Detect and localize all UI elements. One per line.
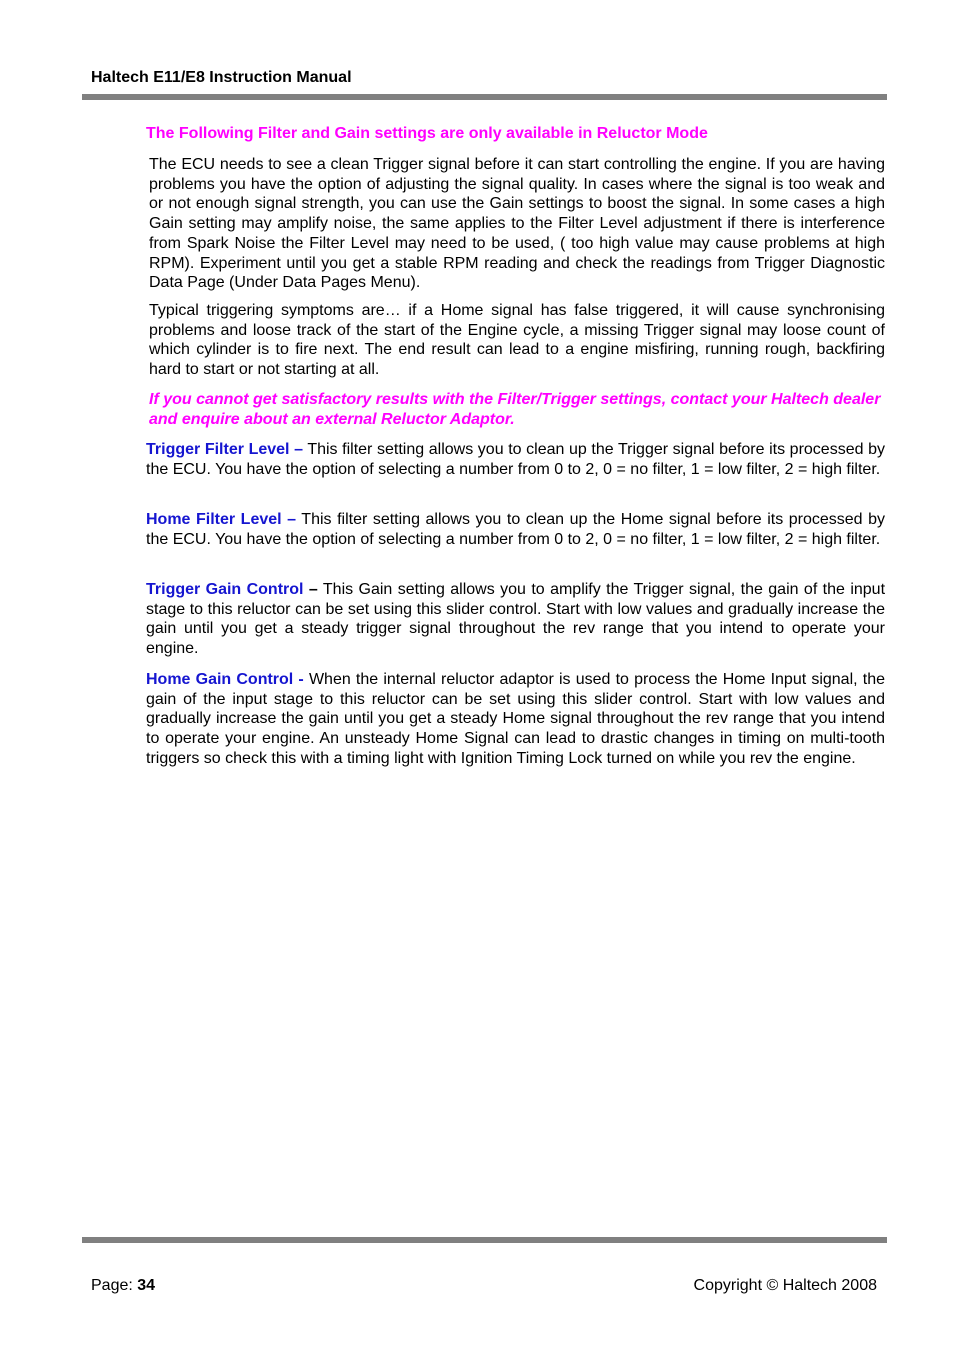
trigger-gain-control-section — [146, 580, 885, 659]
setting-description: This filter setting allows you to clean up the Trigger signal before its processed by the ECU. You have the option of selecting a number from 0 to 2, 0 = no filter, 1 = low filter, 2 = high filter. — [146, 441, 886, 478]
symptoms-paragraph: Typical triggering symptoms are… if a Home signal has false triggered, it will cause synchronising problems and loose track of the start of the Engine cycle, a missing Trigger signal may loose count of which cylinder is to fire next. The end result can lead to a engine misfiring, running rough, backfiring hard to start or not starting at all. — [149, 302, 885, 379]
footer-divider — [82, 1237, 887, 1243]
home-filter-level-section — [146, 510, 885, 549]
setting-term: Home Filter Level – — [146, 511, 297, 528]
setting-term: Trigger Filter Level – — [146, 441, 303, 458]
setting-term: Home Gain Control - — [146, 671, 304, 688]
trigger-filter-level-section — [146, 440, 885, 479]
home-gain-control-section — [146, 670, 885, 769]
setting-term: Trigger Gain Control — [146, 581, 304, 598]
setting-dash: – — [303, 581, 318, 598]
page-number — [91, 1277, 155, 1295]
page-label: Page: — [91, 1277, 138, 1294]
reluctor-adaptor-warning: If you cannot get satisfactory results with the Filter/Trigger settings, contact your Haltech dealer and enquire about an external Reluctor Adaptor. — [149, 391, 881, 428]
reluctor-mode-notice: The Following Filter and Gain settings are only available in Reluctor Mode — [146, 125, 708, 142]
manual-title: Haltech E11/E8 Instruction Manual — [91, 69, 352, 86]
page-number-value: 34 — [137, 1277, 156, 1294]
setting-description: This Gain setting allows you to amplify the Trigger signal, the gain of the input stage to this reluctor can be set using this slider control. Start with low values and gradually increase the gain until you get a steady trigger signal throughout the rev range that you intend to operate your engine. — [146, 581, 886, 658]
setting-description: When the internal reluctor adaptor is used to process the Home Input signal, the gain of the input stage to this reluctor can be set using this slider control. Start with low values and gradually increase the gain until you get a steady Home signal throughout the rev range that you intend to operate your engine. An unsteady Home Signal can lead to drastic changes in timing on multi-tooth triggers so check this with a timing light with Ignition Timing Lock turned on while you rev the engine. — [146, 671, 886, 767]
header-divider — [82, 94, 887, 100]
intro-paragraph: The ECU needs to see a clean Trigger signal before it can start controlling the engine. If you are having problems you have the option of adjusting the signal quality. In cases where the signal is too weak and or not enough signal strength, you can use the Gain settings to boost the signal. In some cases a high Gain setting may amplify noise, the same applies to the Filter Level adjustment if there is interference from Spark Noise the Filter Level may need to be used, ( too high value may cause problems at high RPM). Experiment until you get a stable RPM reading and check the readings from Trigger Diagnostic Data Page (Under Data Pages Menu). — [149, 156, 885, 292]
copyright-notice: Copyright © Haltech 2008 — [693, 1277, 877, 1294]
setting-description: This filter setting allows you to clean up the Home signal before its processed by the ECU. You have the option of selecting a number from 0 to 2, 0 = no filter, 1 = low filter, 2 = high filter. — [146, 511, 885, 548]
